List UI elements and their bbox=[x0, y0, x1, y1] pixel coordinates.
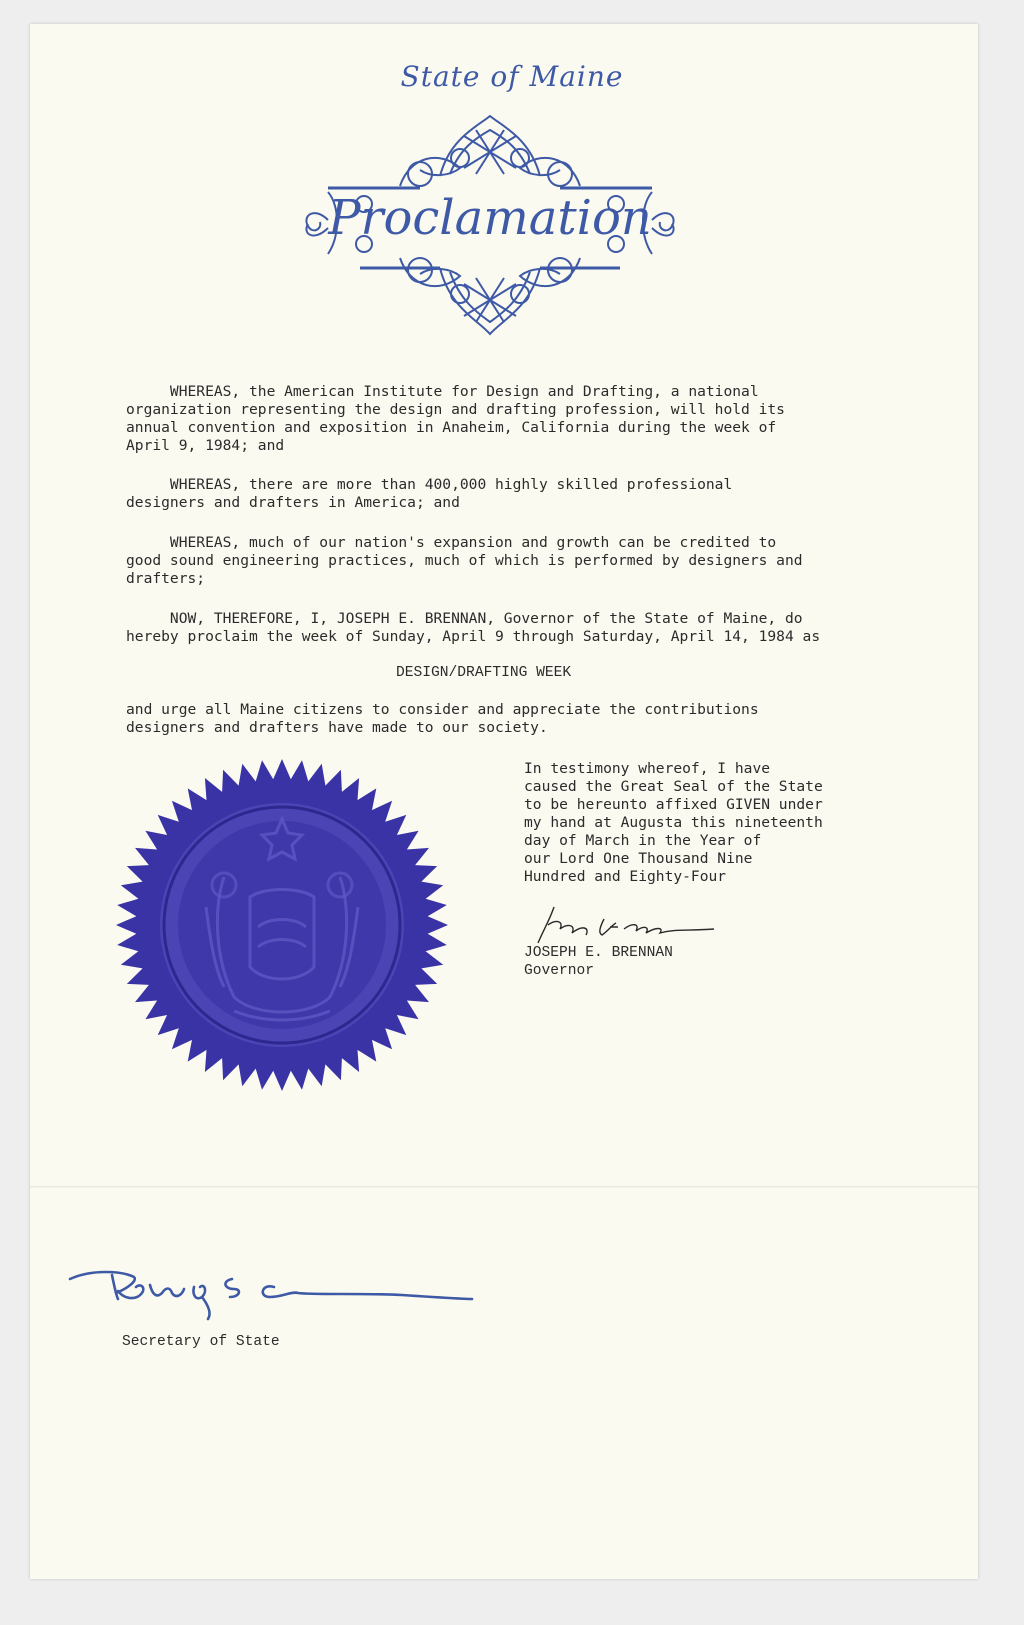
paragraph-whereas-3: WHEREAS, much of our nation's expansion and growth can be credited to good sound engineering practices, much of which is performed by designers and drafters; bbox=[126, 534, 803, 587]
paragraph-now-therefore: NOW, THEREFORE, I, JOSEPH E. BRENNAN, Governor of the State of Maine, do hereby proclaim the week of Sunday, April 9 through Saturday, April 14, 1984 as bbox=[126, 610, 821, 645]
paper-fold-line bbox=[30, 1186, 978, 1188]
secretary-title: Secretary of State bbox=[122, 1334, 280, 1350]
paragraph-urge: and urge all Maine citizens to consider and appreciate the contributions designers and drafters have made to our society. bbox=[126, 701, 759, 736]
governor-signature bbox=[524, 905, 724, 945]
testimony-block: In testimony whereof, I have caused the Great Seal of the State to be hereunto affixed GIVEN under my hand at Augusta this nineteenth day of March in the Year of our Lord One Thousand Nine Hundred and Eighty-Four bbox=[524, 760, 823, 885]
secretary-signature bbox=[62, 1265, 482, 1325]
state-heading: State of Maine bbox=[400, 60, 624, 93]
week-title: DESIGN/DRAFTING WEEK bbox=[396, 665, 572, 681]
paragraph-whereas-2: WHEREAS, there are more than 400,000 highly skilled professional designers and drafters in America; and bbox=[126, 476, 733, 511]
proclamation-title: Proclamation bbox=[328, 190, 652, 246]
proclamation-ornament bbox=[300, 108, 680, 344]
paragraph-whereas-1: WHEREAS, the American Institute for Design and Drafting, a national organization representing the design and drafting profession, will hold its annual convention and exposition in Anaheim, California during the week of April 9, 1984; and bbox=[126, 383, 785, 454]
governor-title: Governor bbox=[524, 963, 595, 979]
great-seal-icon bbox=[114, 757, 450, 1093]
governor-name: JOSEPH E. BRENNAN bbox=[524, 945, 673, 961]
